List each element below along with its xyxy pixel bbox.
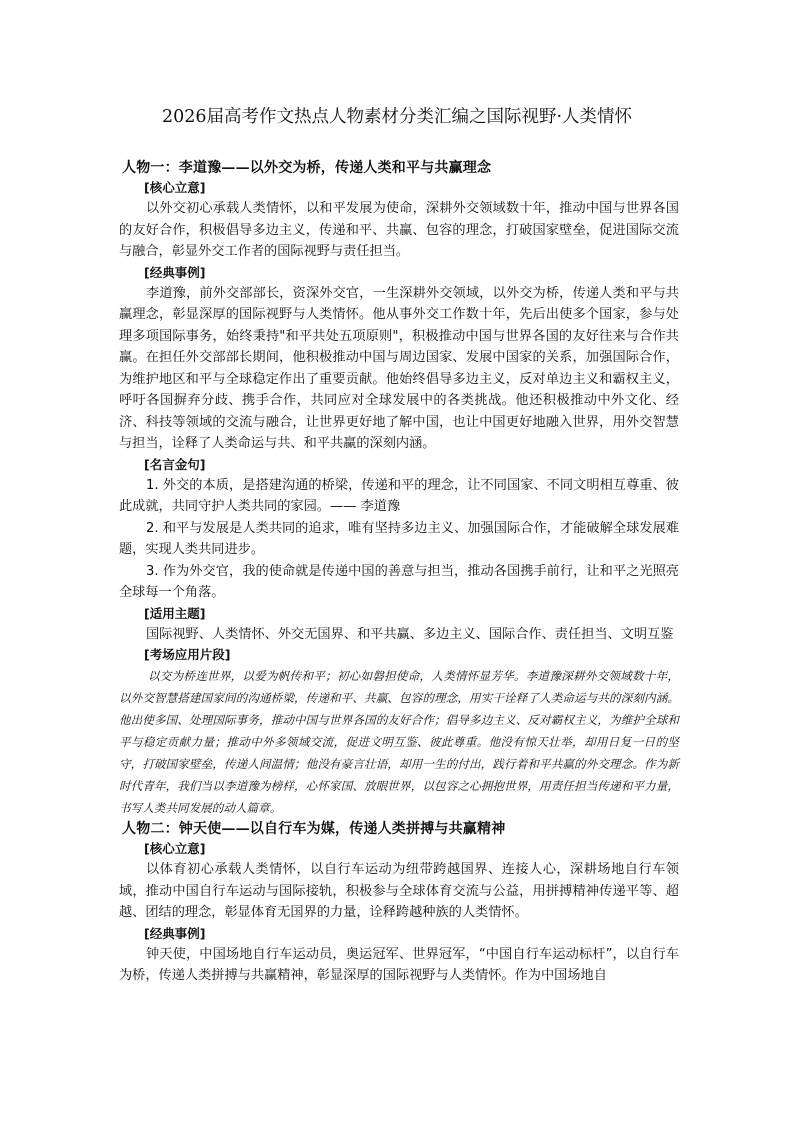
person1-exam-tag: [考场应用片段] [144,647,231,662]
person1-core-tag: [核心立意] [144,180,206,195]
person1-heading: 人物一：李道豫——以外交为桥，传递人类和平与共赢理念 [122,160,492,176]
person1-case-text: 李道豫，前外交部部长，资深外交官，一生深耕外交领域，以外交为桥，传递人类和平与共赢理念，彰显深厚的国际视野与人类情怀。他从事外交工作数十年，先后出使多个国家，参与处理多项国际事务，始终秉持"和平共处五项原则"，积极推动中国与世界各国的友好往来与合作共赢。在担任外交部部长期间，他积极推动中国与周边国家、发展中国家的关系，加强国际合作，为维护地区和平与全球稳定作出了重要贡献。他始终倡导多边主义，反对单边主义和霸权主义，呼吁各国摒弃分歧、携手合作，共同应对全球发展中的各类挑战。他还积极推动中外文化、经济、科技等领域的交流与融合，让世界更好地了解中国，也让中国更好地融入世界，用外交智慧与担当，诠释了人类命运与共、和平共赢的深刻内涵。 [119,285,679,451]
person2-case-text: 钟天使，中国场地自行车运动员，奥运冠军、世界冠军，“中国自行车运动标杆”，以自行车为桥，传递人类拼搏与共赢精神，彰显深厚的国际视野与人类情怀。作为中国场地自 [119,946,679,983]
person1-theme-tag: [适用主题] [144,605,206,621]
person1-theme-text: 国际视野、人类情怀、外交无国界、和平共赢、多边主义、国际合作、责任担当、文明互鉴 [146,626,674,642]
person1-exam-text: 以交为桥连世界，以爱为帆传和平；初心如磐担使命，人类情怀显芳华。李道豫深耕外交领域数十年，以外交智慧搭建国家间的沟通桥梁，传递和平、共赢、包容的理念，用实干诠释了人类命运与共的深刻内涵。他出使多国、处理国际事务，推动中国与世界各国的友好合作；倡导多边主义、反对霸权主义，为维护全球和平与稳定贡献力量；推动中外多领域交流，促进文明互鉴、彼此尊重。他没有惊天壮举，却用日复一日的坚守，打破国家壁垒，传递人间温情；他没有豪言壮语，却用一生的付出，践行着和平共赢的外交理念。作为新时代青年，我们当以李道豫为榜样，心怀家国、放眼世界，以包容之心拥抱世界，用责任担当传递和平力量，书写人类共同发展的动人篇章。 [119,669,679,815]
person2-core-text: 以体育初心承载人类情怀，以自行车运动为纽带跨越国界、连接人心，深耕场地自行车领域，推动中国自行车运动与国际接轨，积极参与全球体育交流与公益，用拼搏精神传递平等、超越、团结的理念，彰显体育无国界的力量，诠释跨越种族的人类情怀。 [119,862,679,920]
document-body [119,158,679,987]
person1-quote-2: 2. 和平与发展是人类共同的追求，唯有坚持多边主义、加强国际合作，才能破解全球发展难题，实现人类共同进步。 [119,520,679,557]
person2-case-tag: [经典事例] [144,925,206,941]
person1-core-text: 以外交初心承载人类情怀，以和平发展为使命，深耕外交领域数十年，推动中国与世界各国的友好合作，积极倡导多边主义，传递和平、共赢、包容的理念，打破国家壁垒，促进国际交流与融合，彰显外交工作者的国际视野与责任担当。 [119,201,679,259]
person1-quote-3: 3. 作为外交官，我的使命就是传递中国的善意与担当，推动各国携手前行，让和平之光照亮全球每一个角落。 [119,563,679,600]
person2-core-tag: [核心立意] [144,841,206,856]
document-title: 2026届高考作文热点人物素材分类汇编之国际视野·人类情怀 [161,107,633,127]
person1-case-tag: [经典事例] [144,264,206,280]
person2-heading: 人物二：钟天使——以自行车为媒，传递人类拼搏与共赢精神 [122,821,506,837]
person1-quote-tag: [名言金句] [144,456,206,472]
person1-quote-1: 1. 外交的本质，是搭建沟通的桥梁，传递和平的理念，让不同国家、不同文明相互尊重、彼此成就，共同守护人类共同的家园。—— 李道豫 [119,477,679,514]
